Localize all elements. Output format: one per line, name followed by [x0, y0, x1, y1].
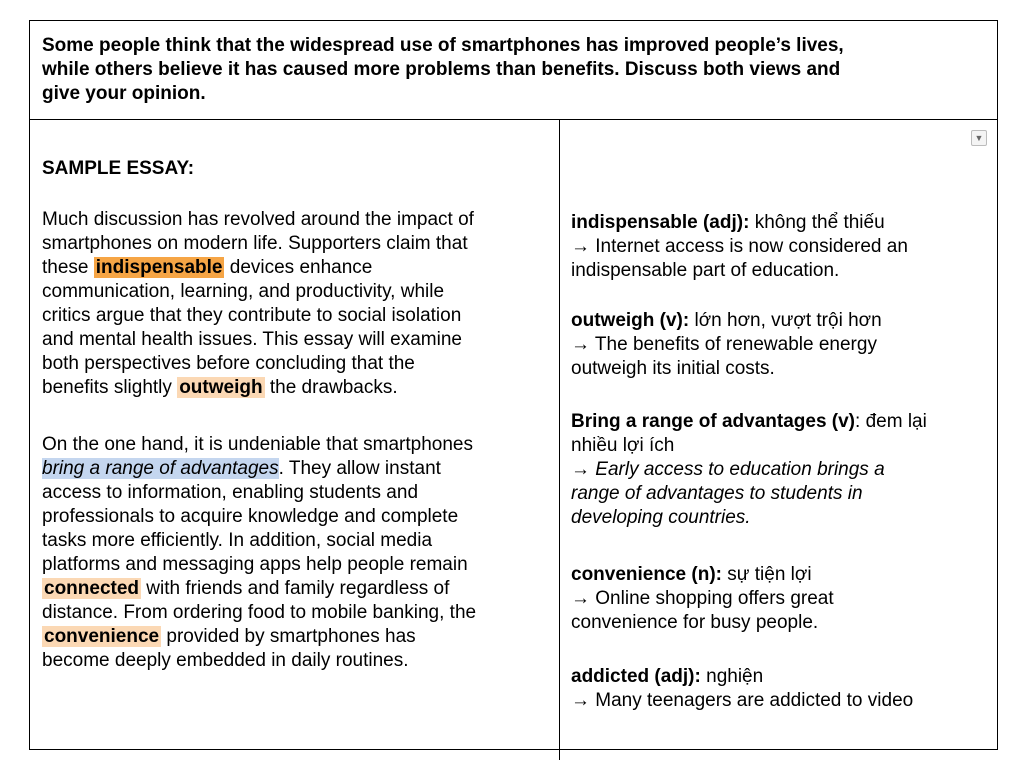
- vocab-term: indispensable (adj):: [571, 212, 750, 233]
- text-fragment: these: [42, 257, 94, 278]
- text-line: distance. From ordering food to mobile banking, the: [42, 602, 477, 623]
- highlight-outweigh: outweigh: [179, 377, 263, 398]
- text-line: Much discussion has revolved around the impact of: [42, 209, 474, 230]
- prompt-line: give your opinion.: [42, 83, 206, 104]
- text-fragment: the drawbacks.: [264, 377, 398, 398]
- vocab-example: → Online shopping offers great: [571, 588, 834, 609]
- vocab-term: Bring a range of advantages (v): [571, 411, 856, 432]
- text-line: communication, learning, and productivity, while: [42, 281, 445, 302]
- text-line: [42, 256, 554, 280]
- text-line: platforms and messaging apps help people remain: [42, 554, 468, 575]
- highlight-connected: connected: [44, 578, 140, 599]
- text-fragment: with friends and family regardless of: [141, 578, 450, 599]
- highlight-indispensable: indispensable: [95, 257, 223, 278]
- text-line: become deeply embedded in daily routines.: [42, 650, 409, 671]
- vocab-example: → Many teenagers are addicted to video: [571, 690, 914, 711]
- vocab-example: indispensable part of education.: [571, 260, 840, 281]
- vocab-term: convenience (n):: [571, 564, 722, 585]
- text-fragment: devices enhance: [224, 257, 373, 278]
- text-line: [42, 457, 554, 481]
- vocab-entry: [571, 309, 991, 381]
- text-fragment: provided by smartphones has: [161, 626, 416, 647]
- text-line: both perspectives before concluding that the: [42, 353, 415, 374]
- vocab-example: convenience for busy people.: [571, 612, 819, 633]
- text-line: [42, 376, 554, 400]
- essay-paragraph-1: [42, 208, 554, 400]
- chevron-down-icon[interactable]: ▼: [971, 130, 987, 146]
- document-table: [29, 20, 998, 750]
- text-line: [42, 625, 554, 649]
- text-line: critics argue that they contribute to social isolation: [42, 305, 462, 326]
- text-line: [42, 577, 554, 601]
- vocab-term: outweigh (v):: [571, 310, 690, 331]
- highlight-convenience: convenience: [44, 626, 160, 647]
- highlight-bring-a-range: bring a range of advantages: [42, 458, 279, 479]
- vocab-term-line: [571, 410, 991, 434]
- vocab-cell: [560, 120, 997, 760]
- vocab-entry: [571, 665, 991, 713]
- essay-cell: [30, 120, 560, 760]
- vocab-term-line: [571, 665, 991, 689]
- text-line: professionals to acquire knowledge and complete: [42, 506, 459, 527]
- essay-paragraph-2: [42, 433, 554, 673]
- text-fragment: benefits slightly: [42, 377, 178, 398]
- vocab-example: outweigh its initial costs.: [571, 358, 775, 379]
- vocab-term-line: [571, 211, 991, 235]
- text-line: On the one hand, it is undeniable that smartphones: [42, 434, 473, 455]
- text-line: smartphones on modern life. Supporters claim that: [42, 233, 468, 254]
- prompt-line: Some people think that the widespread use of smartphones has improved people’s lives,: [42, 35, 844, 56]
- vocab-example: → The benefits of renewable energy: [571, 334, 877, 355]
- vocab-example: → Early access to education brings a: [571, 459, 885, 480]
- vocab-meaning: nghiện: [700, 666, 764, 687]
- vocab-meaning: không thể thiếu: [749, 212, 885, 233]
- vocab-example: developing countries.: [571, 507, 751, 528]
- essay-heading: SAMPLE ESSAY:: [42, 158, 195, 179]
- text-line: access to information, enabling students and: [42, 482, 419, 503]
- text-line: and mental health issues. This essay will examine: [42, 329, 462, 350]
- text-fragment: . They allow instant: [278, 458, 441, 479]
- vocab-meaning: lớn hơn, vượt trội hơn: [689, 310, 882, 331]
- vocab-example: range of advantages to students in: [571, 483, 863, 504]
- prompt-line: while others believe it has caused more problems than benefits. Discuss both views and: [42, 59, 841, 80]
- vocab-meaning: sự tiện lợi: [721, 564, 812, 585]
- vocab-entry: [571, 211, 991, 283]
- vocab-entry: [571, 410, 991, 530]
- vocab-example: → Internet access is now considered an: [571, 236, 908, 257]
- essay-prompt: [30, 21, 997, 120]
- vocab-meaning: : đem lại: [855, 411, 927, 432]
- vocab-term-line: [571, 563, 991, 587]
- vocab-meaning: nhiều lợi ích: [571, 435, 675, 456]
- text-line: tasks more efficiently. In addition, social media: [42, 530, 433, 551]
- vocab-entry: [571, 563, 991, 635]
- vocab-term: addicted (adj):: [571, 666, 701, 687]
- vocab-term-line: [571, 309, 991, 333]
